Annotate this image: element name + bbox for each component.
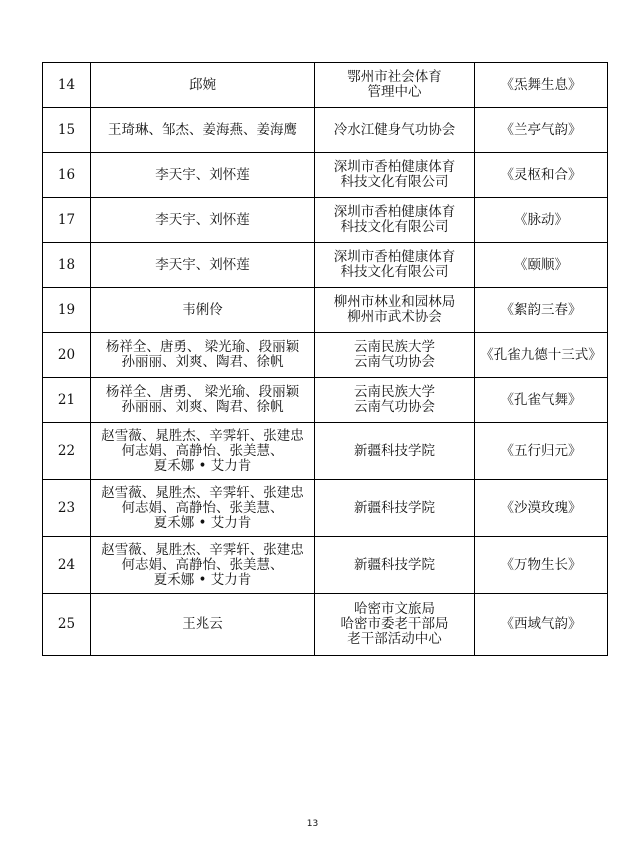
performer-names-cell-line: 邱婉 <box>189 76 216 93</box>
work-title-cell: 《五行归元》 <box>475 423 608 480</box>
organization-cell-line: 深圳市香柏健康体育 <box>333 249 456 265</box>
performer-names-cell-line: 王兆云 <box>182 616 223 632</box>
performer-names-cell <box>91 537 315 594</box>
performer-names-cell-line: 赵雪薇、晁胜杰、辛霁轩、张建忠 <box>101 541 304 558</box>
performer-names-cell-line: 赵雪薇、晁胜杰、辛霁轩、张建忠 <box>101 427 304 444</box>
performer-names-cell-line: 韦俐伶 <box>182 301 223 318</box>
row-number-cell: 17 <box>43 198 91 243</box>
performer-names-cell <box>91 480 315 537</box>
performer-names-cell <box>91 198 315 243</box>
organization-cell-line: 新疆科技学院 <box>354 499 435 516</box>
row-number-cell: 15 <box>43 108 91 153</box>
work-title-cell: 《絮韵三春》 <box>475 288 608 333</box>
work-title-cell: 《沙漠玫瑰》 <box>475 480 608 537</box>
organization-cell-line: 柳州市武术协会 <box>347 309 442 325</box>
organization-cell-line: 云南民族大学 <box>354 384 435 400</box>
performer-names-cell <box>91 63 315 108</box>
organization-cell-line: 云南民族大学 <box>354 339 435 355</box>
row-number-cell: 22 <box>43 423 91 480</box>
organization-cell <box>315 480 475 537</box>
table-row <box>43 63 608 108</box>
organization-cell <box>315 333 475 378</box>
table-row <box>43 288 608 333</box>
organization-cell <box>315 198 475 243</box>
work-title-cell: 《颐顺》 <box>475 243 608 288</box>
table-row <box>43 594 608 656</box>
organization-cell-line: 科技文化有限公司 <box>340 219 449 235</box>
table-row <box>43 423 608 480</box>
performer-names-cell-line: 杨祥全、唐勇、 梁光瑜、段丽颖 <box>105 339 300 355</box>
organization-cell-line: 科技文化有限公司 <box>340 174 449 190</box>
organization-cell <box>315 153 475 198</box>
performer-names-cell-line: 夏禾娜 • 艾力肯 <box>153 571 252 588</box>
performer-names-cell <box>91 153 315 198</box>
work-title-cell: 《孔雀九德十三式》 <box>475 333 608 378</box>
roster-table <box>42 62 608 656</box>
page-number: 13 <box>306 819 319 829</box>
row-number-cell: 14 <box>43 63 91 108</box>
row-number-cell: 18 <box>43 243 91 288</box>
roster-body <box>43 63 608 656</box>
table-row <box>43 378 608 423</box>
performer-names-cell <box>91 378 315 423</box>
performer-names-cell-line: 王琦琳、邹杰、姜海燕、姜海鹰 <box>108 121 297 138</box>
organization-cell-line: 鄂州市社会体育 <box>347 69 442 85</box>
performer-names-cell <box>91 333 315 378</box>
performer-names-cell-line: 何志娟、高静怡、张美慧、 <box>121 499 284 516</box>
performer-names-cell-line: 孙丽丽、刘爽、陶君、徐帆 <box>121 354 284 370</box>
performer-names-cell <box>91 288 315 333</box>
organization-cell <box>315 108 475 153</box>
performer-names-cell-line: 赵雪薇、晁胜杰、辛霁轩、张建忠 <box>101 484 304 501</box>
performer-names-cell <box>91 423 315 480</box>
row-number-cell: 23 <box>43 480 91 537</box>
organization-cell <box>315 288 475 333</box>
organization-cell <box>315 537 475 594</box>
table-row <box>43 333 608 378</box>
work-title-cell: 《脉动》 <box>475 198 608 243</box>
row-number-cell: 19 <box>43 288 91 333</box>
work-title-cell: 《灵枢和合》 <box>475 153 608 198</box>
performer-names-cell-line: 夏禾娜 • 艾力肯 <box>153 514 252 531</box>
performer-names-cell-line: 孙丽丽、刘爽、陶君、徐帆 <box>121 399 284 415</box>
row-number-cell: 20 <box>43 333 91 378</box>
organization-cell-line: 科技文化有限公司 <box>340 264 449 280</box>
table-row <box>43 198 608 243</box>
organization-cell-line: 深圳市香柏健康体育 <box>333 159 456 175</box>
performer-names-cell-line: 何志娟、高静怡、张美慧、 <box>121 442 284 459</box>
table-row <box>43 108 608 153</box>
organization-cell-line: 新疆科技学院 <box>354 442 435 459</box>
organization-cell-line: 新疆科技学院 <box>354 556 435 573</box>
work-title-cell: 《炁舞生息》 <box>475 63 608 108</box>
performer-names-cell-line: 杨祥全、唐勇、 梁光瑜、段丽颖 <box>105 384 300 400</box>
row-number-cell: 21 <box>43 378 91 423</box>
work-title-cell: 《兰亭气韵》 <box>475 108 608 153</box>
performer-names-cell-line: 何志娟、高静怡、张美慧、 <box>121 556 284 573</box>
performer-names-cell-line: 李天宇、刘怀莲 <box>155 166 250 183</box>
performer-names-cell-line: 李天宇、刘怀莲 <box>155 256 250 273</box>
organization-cell-line: 云南气功协会 <box>354 354 435 370</box>
organization-cell-line: 管理中心 <box>367 84 422 100</box>
organization-cell-line: 柳州市林业和园林局 <box>333 294 456 310</box>
work-title-cell: 《西域气韵》 <box>475 594 608 656</box>
performer-names-cell <box>91 243 315 288</box>
organization-cell-line: 老干部活动中心 <box>347 631 442 647</box>
organization-cell <box>315 63 475 108</box>
organization-cell <box>315 243 475 288</box>
organization-cell-line: 云南气功协会 <box>354 399 435 415</box>
performer-names-cell-line: 李天宇、刘怀莲 <box>155 211 250 228</box>
organization-cell-line: 哈密市文旅局 <box>354 601 435 617</box>
row-number-cell: 16 <box>43 153 91 198</box>
organization-cell <box>315 423 475 480</box>
organization-cell-line: 哈密市委老干部局 <box>340 616 449 632</box>
row-number-cell: 25 <box>43 594 91 656</box>
performer-names-cell-line: 夏禾娜 • 艾力肯 <box>153 457 252 474</box>
performer-names-cell <box>91 108 315 153</box>
row-number-cell: 24 <box>43 537 91 594</box>
organization-cell-line: 深圳市香柏健康体育 <box>333 204 456 220</box>
performer-names-cell <box>91 594 315 656</box>
table-row <box>43 153 608 198</box>
organization-cell-line: 冷水江健身气功协会 <box>333 121 456 138</box>
table-row <box>43 480 608 537</box>
table-row <box>43 243 608 288</box>
organization-cell <box>315 378 475 423</box>
organization-cell <box>315 594 475 656</box>
table-row <box>43 537 608 594</box>
work-title-cell: 《万物生长》 <box>475 537 608 594</box>
work-title-cell: 《孔雀气舞》 <box>475 378 608 423</box>
